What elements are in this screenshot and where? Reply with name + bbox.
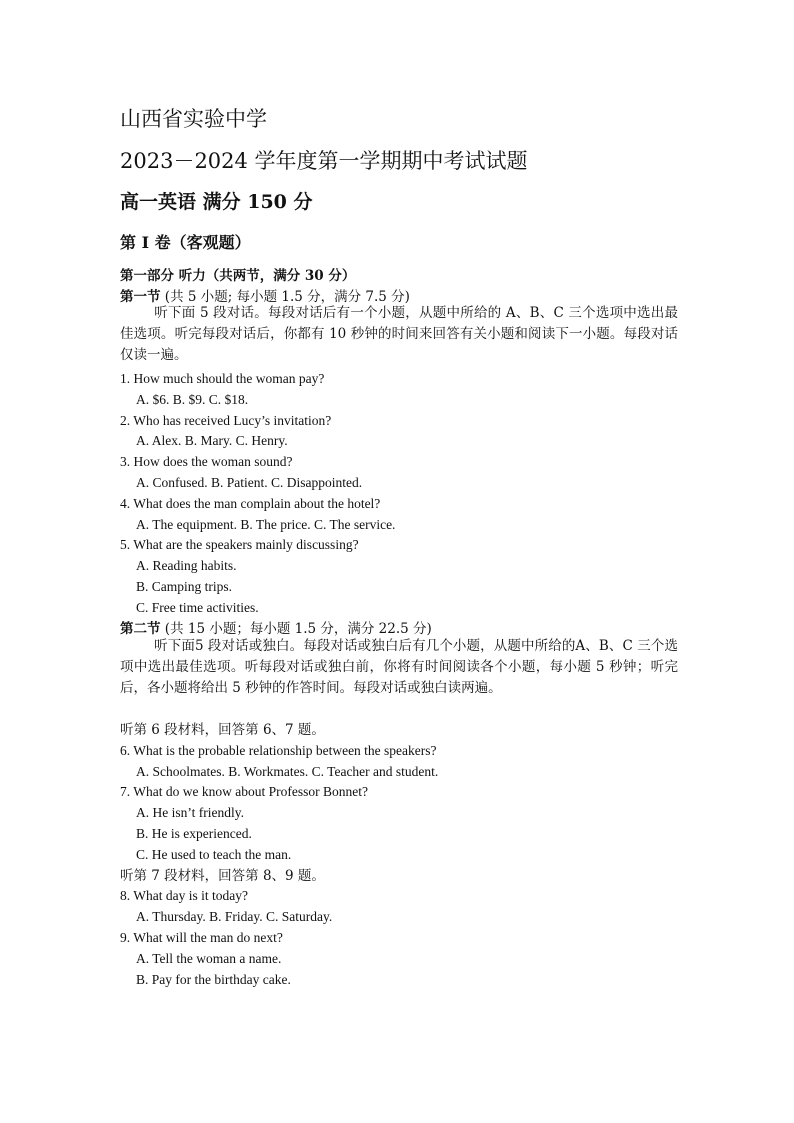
question-5-option-b: B. Camping trips. [136, 578, 233, 594]
question-1-stem: 1. How much should the woman pay? [120, 371, 325, 386]
section1-title: 第一节 [120, 289, 161, 305]
section2-score: (共 15 小题；每小题 1.5 分，满分 22.5 分) [164, 620, 432, 637]
subject-title: 高一英语 满分 150 分 [120, 191, 313, 213]
question-5-option-c: C. Free time activities. [136, 599, 259, 615]
question-2-stem: 2. Who has received Lucy’s invitation? [120, 412, 332, 428]
question-5-stem: 5. What are the speakers mainly discussing? [120, 537, 359, 553]
exam-title: 2023－2024 学年度第一学期期中考试试题 [120, 149, 528, 173]
question-2-options: A. Alex. B. Mary. C. Henry. [136, 433, 288, 449]
part1-title: 第一部分 听力（共两节，满分 30 分） [120, 268, 356, 284]
question-7-option-c: C. He used to teach the man. [136, 846, 292, 862]
question-9-option-b: B. Pay for the birthday cake. [136, 971, 291, 987]
question-8-options: A. Thursday. B. Friday. C. Saturday. [136, 909, 333, 925]
question-7-option-a: A. He isn’t friendly. [136, 805, 244, 821]
section1-instructions-text: 听下面 5 段对话。每段对话后有一个小题，从题中所给的 A、B、C 三个选项中选出最佳选项。听完每段对话后，你都有 10 秒钟的时间来回答有关小题和阅读下一小题。每段对话仅读一遍。 [120, 305, 678, 363]
section1-score: (共 5 小题; 每小题 1.5 分，满分 7.5 分) [164, 289, 410, 305]
question-9-stem: 9. What will the man do next? [120, 929, 283, 945]
question-3-options: A. Confused. B. Patient. C. Disappointed. [136, 474, 363, 490]
question-6-stem: 6. What is the probable relationship between the speakers? [120, 742, 437, 758]
section2-instructions-text: 听下面5 段对话或独白。每段对话或独白后有几个小题，从题中所给的A、B、C 三个选项中选出最佳选项。听每段对话或独白前，你将有时间阅读各个小题，每小题 5 秒钟；听完后，各小题将给出 5 秒钟的作答时间。每段对话或独白读两遍。 [120, 638, 678, 696]
question-8-stem: 8. What day is it today? [120, 888, 248, 904]
question-7-option-b: B. He is experienced. [136, 825, 252, 841]
question-5-option-a: A. Reading habits. [136, 558, 237, 574]
question-4-options: A. The equipment. B. The price. C. The service. [136, 516, 396, 532]
section2-title: 第二节 [120, 620, 161, 637]
material-6-note: 听第 6 段材料，回答第 6、7 题。 [120, 722, 325, 738]
section1-instructions [120, 303, 678, 366]
question-4-stem: 4. What does the man complain about the hotel? [120, 495, 381, 511]
question-1-options: A. $6. B. $9. C. $18. [136, 391, 249, 407]
question-list-2 [120, 720, 680, 990]
question-9-option-a: A. Tell the woman a name. [136, 950, 282, 966]
material-7-note: 听第 7 段材料，回答第 8、9 题。 [120, 867, 325, 884]
question-3-stem: 3. How does the woman sound? [120, 454, 293, 470]
question-6-options: A. Schoolmates. B. Workmates. C. Teacher and student. [136, 763, 439, 779]
section1-heading [120, 285, 410, 305]
volume-title: 第 I 卷（客观题） [120, 233, 251, 252]
question-7-stem: 7. What do we know about Professor Bonnet? [120, 784, 368, 800]
question-list [120, 369, 680, 639]
school-name: 山西省实验中学 [120, 107, 267, 131]
section2-instructions [120, 636, 678, 699]
